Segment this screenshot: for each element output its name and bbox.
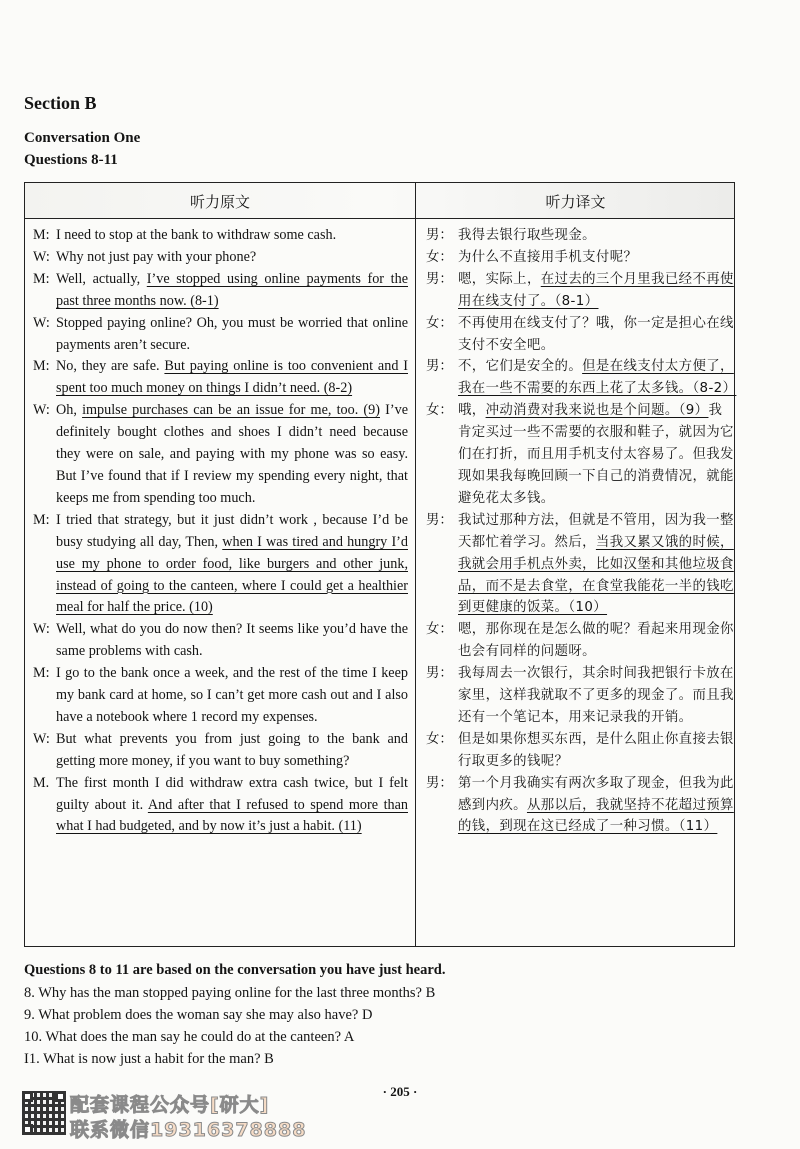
utterance-text <box>458 313 736 357</box>
chinese-turn <box>426 247 736 269</box>
utterance-text <box>56 663 408 729</box>
utterance-segment: Stopped paying online? Oh, you must be worried that online payments aren’t secure. <box>56 314 408 353</box>
english-transcript-column <box>33 225 408 838</box>
utterance-text <box>56 269 408 313</box>
speaker-label: M: <box>33 270 50 287</box>
speaker-label: 男： <box>426 271 453 287</box>
utterance-text <box>458 619 736 663</box>
speaker-label: 女： <box>426 731 453 747</box>
english-turn <box>33 313 408 357</box>
question-range: Questions 8-11 <box>24 152 118 168</box>
speaker-label: W: <box>33 248 50 265</box>
utterance-segment: 嗯，实际上， <box>458 271 541 287</box>
utterance-segment: 我每周去一次银行，其余时间我把银行卡放在家里，这样我就取不了更多的现金了。而且我还有一个笔记本，用来记录我的开销。 <box>458 666 734 725</box>
utterance-segment: No, they are safe. <box>56 358 165 375</box>
chinese-translation-column <box>426 225 736 838</box>
chinese-turn <box>426 269 736 313</box>
column-header-translation: 听力译文 <box>545 193 606 211</box>
utterance-segment: 我试过那种方法，但就是不管用，因为我一整天都忙着学习。然后， <box>458 512 734 550</box>
answer-evidence-underline: when I was tired and hungry I’d use my phone to order food, like burgers and other junk, instead of going to the canteen, where I could get a healthier meal for half the price. (10) <box>56 533 408 616</box>
chinese-turn <box>426 619 736 663</box>
answer-evidence-underline: I’ve stopped using online payments for the past three months now. (8-1) <box>56 270 408 309</box>
utterance-segment: 不，它们是安全的。 <box>458 359 583 375</box>
utterance-text <box>56 400 408 510</box>
speaker-label: M: <box>33 227 50 243</box>
speaker-label: M. <box>33 774 50 791</box>
speaker-label: 女： <box>426 315 453 331</box>
english-turn <box>33 400 408 510</box>
utterance-text <box>458 663 736 729</box>
speaker-label: 女： <box>426 403 453 419</box>
utterance-segment: Well, what do you do now then? It seems like you’d have the same problems with cash. <box>56 621 408 660</box>
table-header-row <box>25 183 734 219</box>
answer-evidence-underline: 当我又累又饿的时候，我就会用手机点外卖，比如汉堡和其他垃圾食品，而不是去食堂，在食堂我能花一半的钱吃到更健康的饭菜。（10） <box>458 534 734 616</box>
promo-text-line: 配套课程公众号[研大] <box>70 1094 270 1116</box>
utterance-segment: I’ve definitely bought clothes and shoes I didn’t need because they were on sale, and paying with my phone was so easy. But I’ve found that if I review my spending every night, that keeps me from spending too much. <box>56 402 408 506</box>
utterance-text <box>458 400 736 510</box>
utterance-segment: Why not just pay with your phone? <box>56 248 257 265</box>
qr-finder-mark <box>55 1091 66 1102</box>
speaker-label: W: <box>33 621 50 638</box>
utterance-text <box>458 356 736 400</box>
utterance-segment: Well, actually, <box>56 270 147 287</box>
english-turn <box>33 356 408 400</box>
utterance-text <box>458 773 736 839</box>
utterance-text <box>458 510 736 620</box>
conversation-title: Conversation One <box>24 130 141 146</box>
chinese-turn <box>426 663 736 729</box>
answer-evidence-underline: 冲动消费对我来说也是个问题。（9） <box>485 403 709 419</box>
utterance-text <box>56 356 408 400</box>
column-header-original: 听力原文 <box>189 193 250 211</box>
utterance-segment: 嗯，那你现在是怎么做的呢？看起来用现金你也会有同样的问题呀。 <box>458 622 734 660</box>
utterance-segment: I go to the bank once a week, and the rest of the time I keep my bank card at home, so I can’t get more cash out and I also have a notebook where 1 record my expenses. <box>56 665 408 725</box>
speaker-label: 男： <box>426 359 453 375</box>
transcript-table <box>24 182 735 947</box>
speaker-label: 男： <box>426 666 453 682</box>
question-item: 9. What problem does the woman say she may also have? D <box>24 1007 373 1023</box>
utterance-segment: 但是如果你想买东西，是什么阻止你直接去银行取更多的钱呢？ <box>458 731 734 769</box>
speaker-label: 男： <box>426 228 453 243</box>
utterance-segment: But what prevents you from just going to the bank and getting more money, if you want to buy something? <box>56 730 408 769</box>
utterance-segment: Oh, <box>56 402 83 419</box>
speaker-label: M: <box>33 665 50 682</box>
utterance-text <box>56 773 408 839</box>
english-turn <box>33 773 408 839</box>
speaker-label: W: <box>33 314 50 331</box>
answer-evidence-underline: And after that I refused to spend more than what I had budgeted, and by now it’s just a habit. (11) <box>56 796 408 835</box>
answer-evidence-underline: 从那以后，我就坚持不花超过预算的钱，到现在这已经成了一种习惯。（11） <box>458 797 734 835</box>
speaker-label: W: <box>33 402 50 419</box>
chinese-turn <box>426 773 736 839</box>
speaker-label: 男： <box>426 775 453 791</box>
utterance-text <box>56 619 408 663</box>
utterance-segment: I tried that strategy, but it just didn’t work , because I’d be busy studying all day, Then, <box>56 511 408 550</box>
utterance-segment: 为什么不直接用手机支付呢？ <box>458 249 638 265</box>
answer-evidence-underline: impulse purchases can be an issue for me, too. (9) <box>82 402 380 419</box>
utterance-text <box>458 225 736 247</box>
qr-code-icon <box>22 1091 66 1135</box>
utterance-segment: 我肯定买过一些不需要的衣服和鞋子，就因为它们在打折，而且用手机支付太容易了。但我发现如果我每晚回顾一下自己的消费情况，就能避免花太多钱。 <box>458 403 734 506</box>
english-turn <box>33 247 408 269</box>
answer-evidence-underline: 但是在线支付太方便了，我在一些不需要的东西上花了太多钱。（8-2） <box>458 359 737 397</box>
utterance-segment: 我得去银行取些现金。 <box>458 228 596 243</box>
speaker-label: M: <box>33 358 50 375</box>
qr-finder-mark <box>22 1091 33 1102</box>
english-turn <box>33 663 408 729</box>
question-item: I1. What is now just a habit for the man? B <box>24 1051 274 1067</box>
utterance-text <box>458 729 736 773</box>
questions-title: Questions 8 to 11 are based on the conversation you have just heard. <box>24 962 446 978</box>
utterance-text <box>56 247 408 269</box>
english-turn <box>33 619 408 663</box>
utterance-segment: 不再使用在线支付了？哦，你一定是担心在线支付不安全吧。 <box>458 315 734 353</box>
speaker-label: 女： <box>426 249 453 265</box>
column-divider <box>415 183 416 946</box>
speaker-label: M: <box>33 511 50 528</box>
section-title: Section B <box>24 93 97 113</box>
chinese-turn <box>426 510 736 620</box>
answer-evidence-underline: 在过去的三个月里我已经不再使用在线支付了。（8-1） <box>458 271 734 309</box>
chinese-turn <box>426 225 736 247</box>
qr-finder-mark <box>22 1124 33 1135</box>
utterance-text <box>56 225 408 247</box>
utterance-segment: The first month I did withdraw extra cash twice, but I felt guilty about it. <box>56 774 408 813</box>
utterance-text <box>458 269 736 313</box>
utterance-text <box>56 729 408 773</box>
utterance-text <box>56 510 408 620</box>
chinese-turn <box>426 313 736 357</box>
answer-evidence-underline: But paying online is too convenient and I spent too much money on things I didn’t need. (8-2) <box>56 358 408 397</box>
utterance-segment: 第一个月我确实有两次多取了现金，但我为此感到内疚。 <box>458 775 734 813</box>
english-turn <box>33 225 408 247</box>
speaker-label: W: <box>33 730 50 747</box>
english-turn <box>33 729 408 773</box>
english-turn <box>33 269 408 313</box>
question-item: 8. Why has the man stopped paying online for the last three months? B <box>24 985 436 1001</box>
chinese-turn <box>426 400 736 510</box>
page-number: · 205 · <box>382 1084 418 1099</box>
utterance-text <box>458 247 736 269</box>
chinese-turn <box>426 729 736 773</box>
utterance-segment: 哦， <box>458 403 486 419</box>
utterance-text <box>56 313 408 357</box>
promo-text-line: 联系微信19316378888 <box>70 1119 307 1141</box>
question-item: 10. What does the man say he could do at the canteen? A <box>24 1029 355 1045</box>
chinese-turn <box>426 356 736 400</box>
speaker-label: 女： <box>426 622 453 638</box>
speaker-label: 男： <box>426 512 453 528</box>
utterance-segment: I need to stop at the bank to withdraw some cash. <box>56 227 337 243</box>
english-turn <box>33 510 408 620</box>
